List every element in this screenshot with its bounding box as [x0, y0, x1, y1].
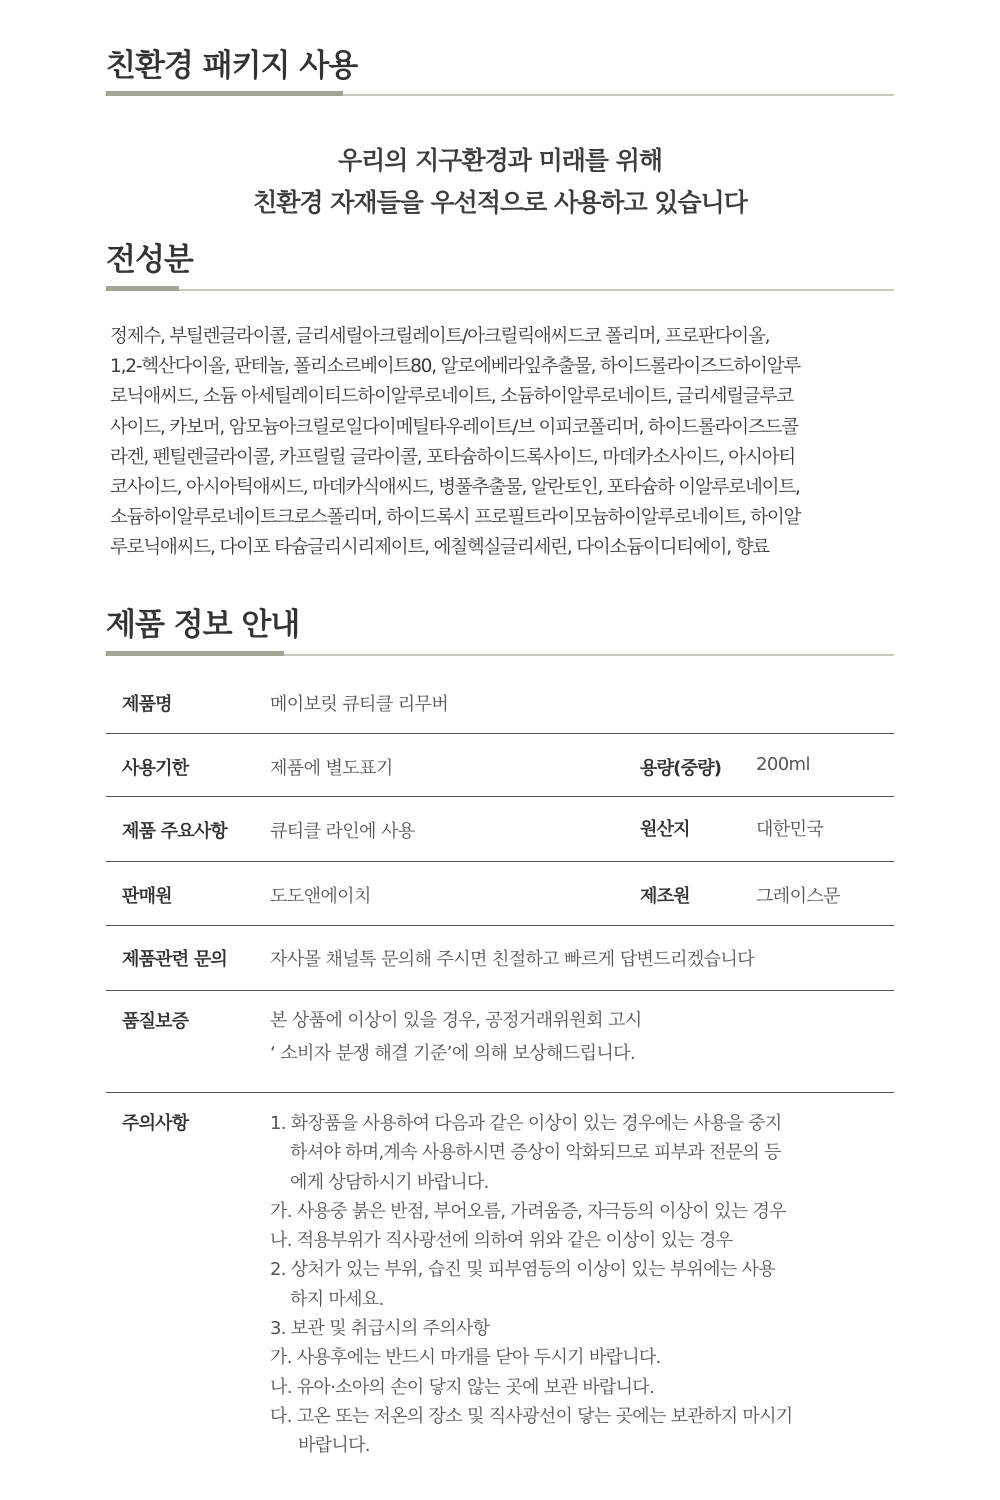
section-accent-bar	[106, 651, 284, 656]
info-row-expiry	[106, 734, 894, 797]
caution-label: 주의사항	[122, 1113, 189, 1134]
ingredients-line: 라겐, 펜틸렌글라이콜, 카프릴릴 글라이콜, 포타슘하이드록사이드, 마데카소사이드, 아시아티	[110, 446, 795, 468]
info-row-caution	[106, 1093, 894, 1463]
inquiry-value: 자사몰 채널톡 문의해 주시면 친절하고 빠르게 답변드리겠습니다	[270, 949, 755, 970]
caution-line: 하셔야 하며,계속 사용하시면 증상이 악화되므로 피부과 전문의 등	[290, 1142, 781, 1164]
info-row-inquiry	[106, 926, 894, 991]
info-row-warranty	[106, 991, 894, 1093]
intro-line: 우리의 지구환경과 미래를 위해	[337, 146, 663, 175]
ingredients-line: 루로닉애씨드, 다이포 타슘글리시리제이트, 에칠헥실글리세린, 다이소듐이디티에이, 향료	[110, 537, 769, 559]
volume-value: 200ml	[756, 754, 810, 775]
caution-line: 3. 보관 및 취급시의 주의사항	[270, 1318, 490, 1340]
section-accent-bar	[106, 286, 179, 291]
ingredients-line: 로닉애씨드, 소듐 아세틸레이티드하이알루로네이트, 소듐하이알루로네이트, 글리세릴글루코	[110, 386, 793, 408]
info-row-product-name	[106, 670, 894, 734]
ingredients-section-title: 전성분	[106, 242, 193, 278]
origin-label: 원산지	[640, 819, 690, 840]
info-row-seller	[106, 862, 894, 926]
ingredients-line: 사이드, 카보머, 암모늄아크릴로일다이메틸타우레이트/브 이피코폴리머, 하이드롤라이즈드콜	[110, 416, 798, 438]
intro-line: 친환경 자재들을 우선적으로 사용하고 있습니다	[253, 188, 747, 217]
manufacturer-value: 그레이스문	[756, 886, 840, 907]
caution-line: 1. 화장품을 사용하여 다음과 같은 이상이 있는 경우에는 사용을 중지	[270, 1113, 782, 1134]
caution-line: 다. 고온 또는 저온의 장소 및 직사광선이 닿는 곳에는 보관하지 마시기	[270, 1405, 793, 1427]
section-accent-bar	[106, 91, 343, 96]
eco-intro-text	[0, 140, 1000, 224]
caution-line: 나. 유아·소아의 손이 닿지 않는 곳에 보관 바랍니다.	[270, 1376, 654, 1398]
caution-line: 나. 적용부위가 직사광선에 의하여 위와 같은 이상이 있는 경우	[270, 1230, 733, 1252]
warranty-line: ‘ 소비자 분쟁 해결 기준’에 의해 보상해드립니다.	[270, 1043, 636, 1064]
caution-line: 가. 사용중 붉은 반점, 부어오름, 가려움증, 자극등의 이상이 있는 경우	[270, 1200, 786, 1222]
inquiry-label: 제품관련 문의	[122, 949, 227, 970]
info-row-main-use	[106, 797, 894, 862]
manufacturer-label: 제조원	[640, 886, 690, 907]
ingredients-line: 소듐하이알루로네이트크로스폴리머, 하이드록시 프로필트라이모늄하이알루로네이트, 하이알	[110, 507, 801, 529]
caution-line: 가. 사용후에는 반드시 마개를 닫아 두시기 바랍니다.	[270, 1347, 661, 1369]
expiry-label: 사용기한	[122, 758, 189, 779]
ingredients-line: 정제수, 부틸렌글라이콜, 글리세릴아크릴레이트/아크릴릭애씨드코 폴리머, 프로판다이올,	[110, 326, 770, 347]
caution-text	[270, 1109, 793, 1461]
warranty-label: 품질보증	[122, 1011, 189, 1032]
caution-line: 에게 상담하시기 바랍니다.	[290, 1171, 489, 1193]
main-use-value: 큐티클 라인에 사용	[270, 821, 415, 842]
seller-label: 판매원	[122, 886, 172, 907]
volume-label: 용량(중량)	[640, 758, 722, 779]
section-divider	[106, 289, 894, 291]
ingredients-list	[110, 322, 896, 564]
ingredients-line: 1,2-헥산다이올, 판테놀, 폴리소르베이트80, 알로에베라잎추출물, 하이드롤라이즈드하이알루	[110, 356, 801, 378]
eco-section-title: 친환경 패키지 사용	[106, 48, 358, 84]
product-info-table	[106, 670, 894, 1463]
origin-value: 대한민국	[756, 819, 824, 840]
product-name-label: 제품명	[122, 694, 172, 715]
warranty-text	[270, 1004, 642, 1070]
product-info-section-title: 제품 정보 안내	[106, 607, 300, 643]
caution-line: 2. 상처가 있는 부위, 습진 및 피부염등의 이상이 있는 부위에는 사용	[270, 1259, 775, 1281]
expiry-value: 제품에 별도표기	[270, 758, 393, 779]
caution-line: 하지 마세요.	[290, 1288, 384, 1310]
seller-value: 도도앤에이치	[270, 886, 371, 907]
ingredients-line: 코사이드, 아시아틱애씨드, 마데카식애씨드, 병풀추출물, 알란토인, 포타슘하 이알루로네이트,	[110, 477, 800, 499]
main-use-label: 제품 주요사항	[122, 821, 227, 842]
product-name-value: 메이보릿 큐티클 리무버	[270, 694, 449, 715]
warranty-line: 본 상품에 이상이 있을 경우, 공정거래위원회 고시	[270, 1010, 642, 1031]
caution-line: 바랍니다.	[298, 1435, 370, 1457]
